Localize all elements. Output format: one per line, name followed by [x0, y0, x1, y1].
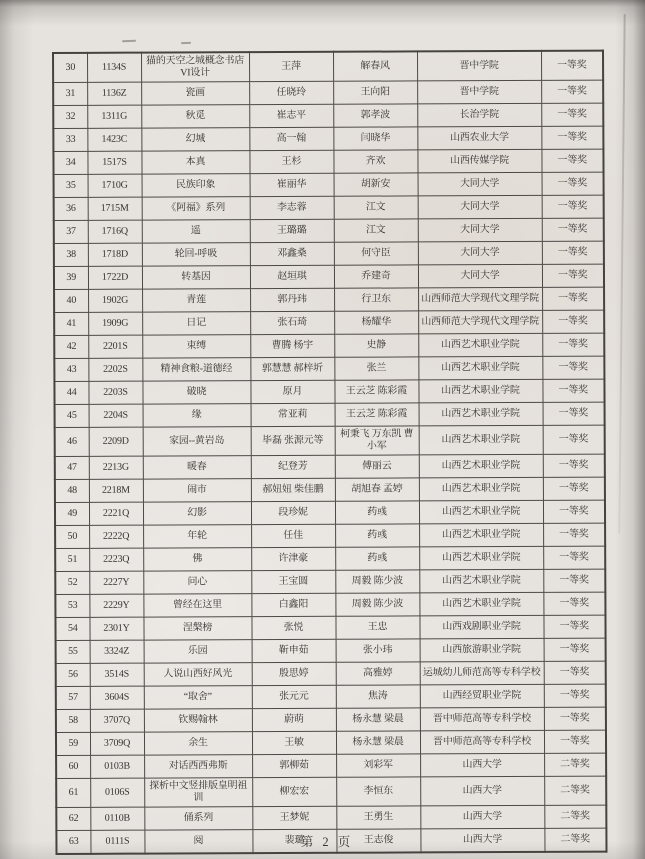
cell-entry-code: 2221Q [89, 502, 143, 525]
cell-award-level: 一等奖 [542, 310, 604, 333]
cell-advisor: 张小玮 [336, 639, 420, 662]
cell-school: 山西大学 [420, 776, 544, 806]
cell-school: 晋中学院 [417, 80, 541, 104]
cell-school: 运城幼儿师范高等专科学校 [420, 661, 544, 685]
cell-school: 大同大学 [418, 264, 542, 288]
cell-author: 赵垣琪 [250, 265, 334, 288]
cell-work-title: 暖春 [143, 456, 251, 479]
table-row [54, 379, 604, 404]
cell-row-number: 50 [55, 525, 89, 548]
cell-school: 山西艺术职业学院 [418, 379, 542, 403]
cell-advisor: 刘彩军 [336, 754, 420, 777]
cell-advisor: 王云芝 陈彩霞 [335, 403, 419, 426]
cell-advisor: 周毅 陈少波 [335, 593, 419, 616]
table-row [53, 80, 603, 105]
cell-award-level: 一等奖 [544, 638, 606, 661]
table-row [56, 638, 606, 663]
cell-author: 段珍妮 [251, 501, 335, 524]
cell-work-title: 家园--黄岩岛 [143, 427, 251, 456]
cell-award-level: 一等奖 [543, 546, 605, 569]
cell-award-level: 一等奖 [542, 356, 604, 379]
cell-school: 山西经贸职业学院 [420, 684, 544, 708]
cell-entry-code: 0103B [90, 755, 144, 778]
table-row [56, 730, 606, 755]
cell-author: 邓鑫桑 [250, 242, 334, 265]
cell-school: 大同大学 [418, 172, 542, 196]
cell-author: 张石琦 [250, 311, 334, 334]
cell-row-number: 62 [56, 807, 90, 830]
cell-entry-code: 3514S [90, 663, 144, 686]
cell-author: 郝妞妞 柴佳鹏 [251, 478, 335, 501]
cell-entry-code: 2227Y [89, 571, 143, 594]
cell-work-title: 闹市 [143, 479, 251, 502]
cell-advisor: 高雅婷 [336, 662, 420, 685]
cell-author: 裴璐 [252, 829, 336, 853]
cell-entry-code: 3707Q [90, 709, 144, 732]
cell-school: 晋中师范高等专科学校 [420, 707, 544, 731]
cell-advisor: 周毅 陈少波 [335, 570, 419, 593]
cell-school: 山西艺术职业学院 [418, 333, 542, 357]
cell-entry-code: 1134S [87, 53, 141, 83]
cell-row-number: 32 [53, 105, 87, 128]
cell-row-number: 43 [54, 358, 88, 381]
cell-row-number: 63 [56, 830, 90, 854]
cell-author: 许津豪 [251, 547, 335, 570]
cell-author: 张悦 [251, 616, 335, 639]
awards-table-body [53, 51, 606, 854]
cell-row-number: 54 [55, 617, 89, 640]
cell-work-title: 涅槃榜 [143, 617, 251, 640]
table-row [54, 172, 604, 197]
cell-award-level: 一等奖 [543, 523, 605, 546]
cell-work-title: 转基因 [142, 266, 250, 289]
cell-entry-code: 1722D [88, 266, 142, 289]
cell-row-number: 61 [56, 778, 90, 807]
cell-school: 山西艺术职业学院 [419, 569, 543, 593]
cell-work-title: 曾经在这里 [143, 594, 251, 617]
cell-school: 山西艺术职业学院 [419, 402, 543, 426]
cell-advisor: 何守臣 [334, 242, 418, 265]
cell-author: 李志蓉 [250, 196, 334, 219]
cell-row-number: 51 [55, 548, 89, 571]
table-row [55, 569, 605, 594]
cell-award-level: 一等奖 [543, 615, 605, 638]
cell-advisor: 李恒东 [336, 777, 420, 806]
cell-entry-code: 2203S [88, 381, 142, 404]
cell-row-number: 41 [54, 312, 88, 335]
cell-advisor: 胡旭春 孟婷 [335, 478, 419, 501]
table-row [55, 454, 605, 479]
cell-author: 王梦妮 [252, 806, 336, 829]
cell-school: 长治学院 [417, 103, 541, 127]
cell-school: 山西艺术职业学院 [419, 454, 543, 478]
cell-work-title: 钦赐翰林 [144, 709, 252, 732]
cell-work-title: 问心 [143, 571, 251, 594]
cell-work-title: “取舍” [144, 686, 252, 709]
cell-school: 山西艺术职业学院 [419, 523, 543, 547]
cell-author: 王璐璐 [250, 219, 334, 242]
cell-row-number: 59 [56, 732, 90, 755]
cell-row-number: 30 [53, 53, 87, 83]
cell-school: 大同大学 [418, 195, 542, 219]
cell-author: 崔丽华 [250, 173, 334, 196]
table-row [55, 500, 605, 525]
cell-row-number: 48 [55, 479, 89, 502]
cell-award-level: 一等奖 [543, 425, 605, 454]
table-row [56, 805, 606, 830]
cell-entry-code: 1715M [88, 197, 142, 220]
cell-author: 常亚莉 [251, 403, 335, 426]
cell-award-level: 一等奖 [542, 379, 604, 402]
cell-advisor: 药彧 [335, 547, 419, 570]
cell-entry-code: 2213G [89, 456, 143, 479]
cell-entry-code: 2202S [88, 358, 142, 381]
cell-work-title: 余生 [144, 732, 252, 755]
cell-work-title: 乐园 [144, 640, 252, 663]
cell-school: 山西师范大学现代文理学院 [418, 287, 542, 311]
cell-school: 山西艺术职业学院 [419, 546, 543, 570]
cell-award-level: 一等奖 [543, 500, 605, 523]
table-row [55, 546, 605, 571]
cell-work-title: 秋觅 [141, 105, 249, 128]
cell-author: 纪登芳 [251, 455, 335, 478]
awards-table [52, 50, 607, 855]
cell-advisor: 郭孝波 [333, 104, 417, 127]
table-row [53, 103, 603, 128]
cell-row-number: 44 [54, 381, 88, 404]
cell-work-title: 幻影 [143, 502, 251, 525]
cell-award-level: 一等奖 [542, 172, 604, 195]
cell-award-level: 一等奖 [543, 592, 605, 615]
cell-advisor: 焦涛 [336, 685, 420, 708]
cell-award-level: 二等奖 [544, 828, 606, 852]
cell-entry-code: 0106S [90, 778, 144, 807]
cell-award-level: 一等奖 [544, 661, 606, 684]
table-row [54, 264, 604, 289]
table-row [55, 615, 605, 640]
cell-work-title: 瓷画 [141, 82, 249, 105]
cell-advisor: 行卫东 [334, 288, 418, 311]
cell-author: 殷思婷 [252, 662, 336, 685]
cell-work-title: 探析中文竖排版皇明祖训 [144, 778, 252, 807]
cell-entry-code: 1311G [87, 105, 141, 128]
cell-work-title: 轮回-呼吸 [142, 243, 250, 266]
cell-entry-code: 2301Y [89, 617, 143, 640]
cell-work-title: 精神食粮-道德经 [142, 358, 250, 381]
cell-row-number: 36 [54, 197, 88, 220]
cell-row-number: 38 [54, 243, 88, 266]
cell-award-level: 一等奖 [542, 287, 604, 310]
cell-entry-code: 2201S [88, 335, 142, 358]
table-row [55, 402, 605, 427]
cell-row-number: 49 [55, 502, 89, 525]
scan-mark [122, 40, 136, 42]
cell-author: 郭柳茹 [252, 754, 336, 777]
cell-advisor: 解春风 [333, 51, 417, 81]
cell-advisor: 王向阳 [333, 81, 417, 104]
cell-award-level: 二等奖 [544, 805, 606, 828]
cell-school: 山西艺术职业学院 [419, 425, 543, 455]
cell-row-number: 31 [53, 82, 87, 105]
cell-entry-code: 0111S [90, 830, 144, 854]
cell-school: 山西师范大学现代文理学院 [418, 310, 542, 334]
cell-author: 张元元 [252, 685, 336, 708]
cell-work-title: 束缚 [142, 335, 250, 358]
cell-award-level: 一等奖 [541, 80, 603, 103]
cell-school: 山西大学 [420, 753, 544, 777]
cell-advisor: 王云芝 陈彩霞 [334, 380, 418, 403]
cell-author: 毕磊 张源元等 [251, 426, 335, 455]
table-row [56, 684, 606, 709]
cell-school: 山西艺术职业学院 [418, 356, 542, 380]
table-row [54, 287, 604, 312]
cell-award-level: 一等奖 [543, 454, 605, 477]
cell-entry-code: 2209D [89, 427, 143, 456]
cell-author: 高一翰 [249, 127, 333, 150]
cell-row-number: 60 [56, 755, 90, 778]
cell-advisor: 江文 [334, 219, 418, 242]
cell-author: 王萍 [249, 52, 333, 82]
cell-author: 王杉 [249, 150, 333, 173]
cell-award-level: 一等奖 [542, 241, 604, 264]
cell-advisor: 杨永慧 梁晨 [336, 731, 420, 754]
cell-work-title: 民族印象 [142, 174, 250, 197]
cell-author: 崔志平 [249, 104, 333, 127]
cell-school: 山西艺术职业学院 [419, 592, 543, 616]
paper-crease [618, 14, 625, 534]
cell-row-number: 37 [54, 220, 88, 243]
cell-work-title: 《阿福》系列 [142, 197, 250, 220]
cell-school: 大同大学 [418, 218, 542, 242]
cell-award-level: 二等奖 [544, 776, 606, 805]
cell-advisor: 闫晓华 [333, 127, 417, 150]
table-row [54, 241, 604, 266]
cell-school: 晋中学院 [417, 51, 541, 81]
cell-entry-code: 2223Q [89, 548, 143, 571]
cell-row-number: 33 [53, 128, 87, 151]
table-row [55, 425, 605, 456]
cell-award-level: 一等奖 [544, 707, 606, 730]
cell-entry-code: 1136Z [87, 82, 141, 105]
cell-advisor: 杨永慧 梁晨 [336, 708, 420, 731]
table-row [55, 592, 605, 617]
cell-advisor: 胡新安 [334, 173, 418, 196]
cell-school: 大同大学 [418, 241, 542, 265]
cell-award-level: 一等奖 [544, 684, 606, 707]
table-row [54, 195, 604, 220]
cell-work-title: 对话西西弗斯 [144, 755, 252, 778]
table-row [54, 218, 604, 243]
table-row [54, 356, 604, 381]
cell-advisor: 江文 [334, 196, 418, 219]
cell-advisor: 王勇生 [336, 806, 420, 829]
cell-author: 靳申茹 [252, 639, 336, 662]
cell-work-title: 佛 [143, 548, 251, 571]
cell-award-level: 一等奖 [541, 103, 603, 126]
cell-row-number: 57 [56, 686, 90, 709]
cell-entry-code: 3709Q [90, 732, 144, 755]
cell-school: 晋中师范高等专科学校 [420, 730, 544, 754]
cell-award-level: 一等奖 [542, 333, 604, 356]
cell-row-number: 35 [54, 174, 88, 197]
cell-author: 蔚萌 [252, 708, 336, 731]
cell-author: 王宝圆 [251, 570, 335, 593]
cell-row-number: 53 [55, 594, 89, 617]
cell-row-number: 58 [56, 709, 90, 732]
cell-award-level: 一等奖 [543, 569, 605, 592]
cell-row-number: 46 [55, 427, 89, 456]
scan-mark [181, 42, 191, 44]
cell-row-number: 39 [54, 266, 88, 289]
cell-school: 山西传媒学院 [417, 149, 541, 173]
cell-advisor: 齐欢 [333, 150, 417, 173]
cell-award-level: 一等奖 [541, 51, 603, 81]
cell-work-title: 年轮 [143, 525, 251, 548]
table-row [53, 51, 603, 83]
cell-row-number: 52 [55, 571, 89, 594]
cell-entry-code: 3324Z [90, 640, 144, 663]
cell-school: 山西旅游职业学院 [420, 638, 544, 662]
table-row [56, 776, 606, 807]
cell-row-number: 45 [55, 404, 89, 427]
cell-work-title: 幻城 [141, 128, 249, 151]
cell-author: 柳宏宏 [252, 777, 336, 806]
cell-entry-code: 1517S [87, 151, 141, 174]
cell-work-title: 阅 [144, 830, 252, 854]
cell-author: 郭丹玮 [250, 288, 334, 311]
table-row [56, 661, 606, 686]
table-row [54, 310, 604, 335]
cell-advisor: 乔建奇 [334, 265, 418, 288]
cell-school: 山西大学 [420, 805, 544, 829]
cell-author: 曹腾 杨宇 [250, 334, 334, 357]
cell-advisor: 药彧 [335, 501, 419, 524]
cell-entry-code: 1716Q [88, 220, 142, 243]
cell-row-number: 55 [56, 640, 90, 663]
cell-school: 山西农业大学 [417, 126, 541, 150]
table-row [53, 149, 603, 174]
cell-advisor: 药彧 [335, 524, 419, 547]
table-row [54, 333, 604, 358]
cell-author: 任晓玲 [249, 81, 333, 104]
cell-advisor: 王志俊 [336, 829, 420, 853]
cell-author: 白鑫阳 [251, 593, 335, 616]
cell-row-number: 40 [54, 289, 88, 312]
table-row [55, 523, 605, 548]
cell-advisor: 杨耀华 [334, 311, 418, 334]
cell-entry-code: 2218M [89, 479, 143, 502]
cell-entry-code: 2222Q [89, 525, 143, 548]
cell-work-title: 破晓 [142, 381, 250, 404]
cell-award-level: 一等奖 [543, 402, 605, 425]
cell-row-number: 42 [54, 335, 88, 358]
cell-entry-code: 1902G [88, 289, 142, 312]
table-row [55, 477, 605, 502]
cell-school: 山西大学 [420, 828, 544, 852]
cell-work-title: 遥 [142, 220, 250, 243]
cell-entry-code: 2204S [89, 404, 143, 427]
cell-work-title: 本真 [141, 151, 249, 174]
cell-entry-code: 1718D [88, 243, 142, 266]
cell-entry-code: 1423C [87, 128, 141, 151]
cell-row-number: 47 [55, 456, 89, 479]
cell-entry-code: 1710G [88, 174, 142, 197]
cell-work-title: 青莲 [142, 289, 250, 312]
cell-school: 山西戏剧职业学院 [419, 615, 543, 639]
cell-author: 王敏 [252, 731, 336, 754]
cell-work-title: 猫的天空之城概念书店VI设计 [141, 52, 249, 82]
cell-award-level: 一等奖 [542, 218, 604, 241]
cell-author: 原月 [250, 380, 334, 403]
cell-entry-code: 3604S [90, 686, 144, 709]
cell-entry-code: 0110B [90, 807, 144, 830]
cell-advisor: 史静 [334, 334, 418, 357]
cell-advisor: 王忠 [335, 616, 419, 639]
paper-sheet [52, 52, 604, 855]
cell-work-title: 人说山西好风光 [144, 663, 252, 686]
cell-school: 山西艺术职业学院 [419, 477, 543, 501]
cell-work-title: 俑系列 [144, 807, 252, 830]
cell-award-level: 一等奖 [542, 264, 604, 287]
cell-award-level: 一等奖 [542, 195, 604, 218]
table-row [56, 753, 606, 778]
cell-award-level: 一等奖 [541, 149, 603, 172]
cell-work-title: 日记 [142, 312, 250, 335]
page-footer: 第 2 页 [300, 835, 354, 849]
cell-advisor: 张兰 [334, 357, 418, 380]
cell-award-level: 二等奖 [544, 753, 606, 776]
table-row [53, 126, 603, 151]
cell-award-level: 一等奖 [543, 477, 605, 500]
table-row [56, 707, 606, 732]
cell-work-title: 缘 [143, 404, 251, 427]
cell-row-number: 34 [53, 151, 87, 174]
cell-entry-code: 2229Y [89, 594, 143, 617]
cell-author: 郭慧慧 郝梓圻 [250, 357, 334, 380]
cell-award-level: 一等奖 [544, 730, 606, 753]
cell-advisor: 傅丽云 [335, 455, 419, 478]
cell-advisor: 柯秉飞 万东凯 曹小军 [335, 426, 419, 455]
cell-award-level: 一等奖 [541, 126, 603, 149]
cell-author: 任佳 [251, 524, 335, 547]
cell-entry-code: 1909G [88, 312, 142, 335]
cell-school: 山西艺术职业学院 [419, 500, 543, 524]
cell-row-number: 56 [56, 663, 90, 686]
